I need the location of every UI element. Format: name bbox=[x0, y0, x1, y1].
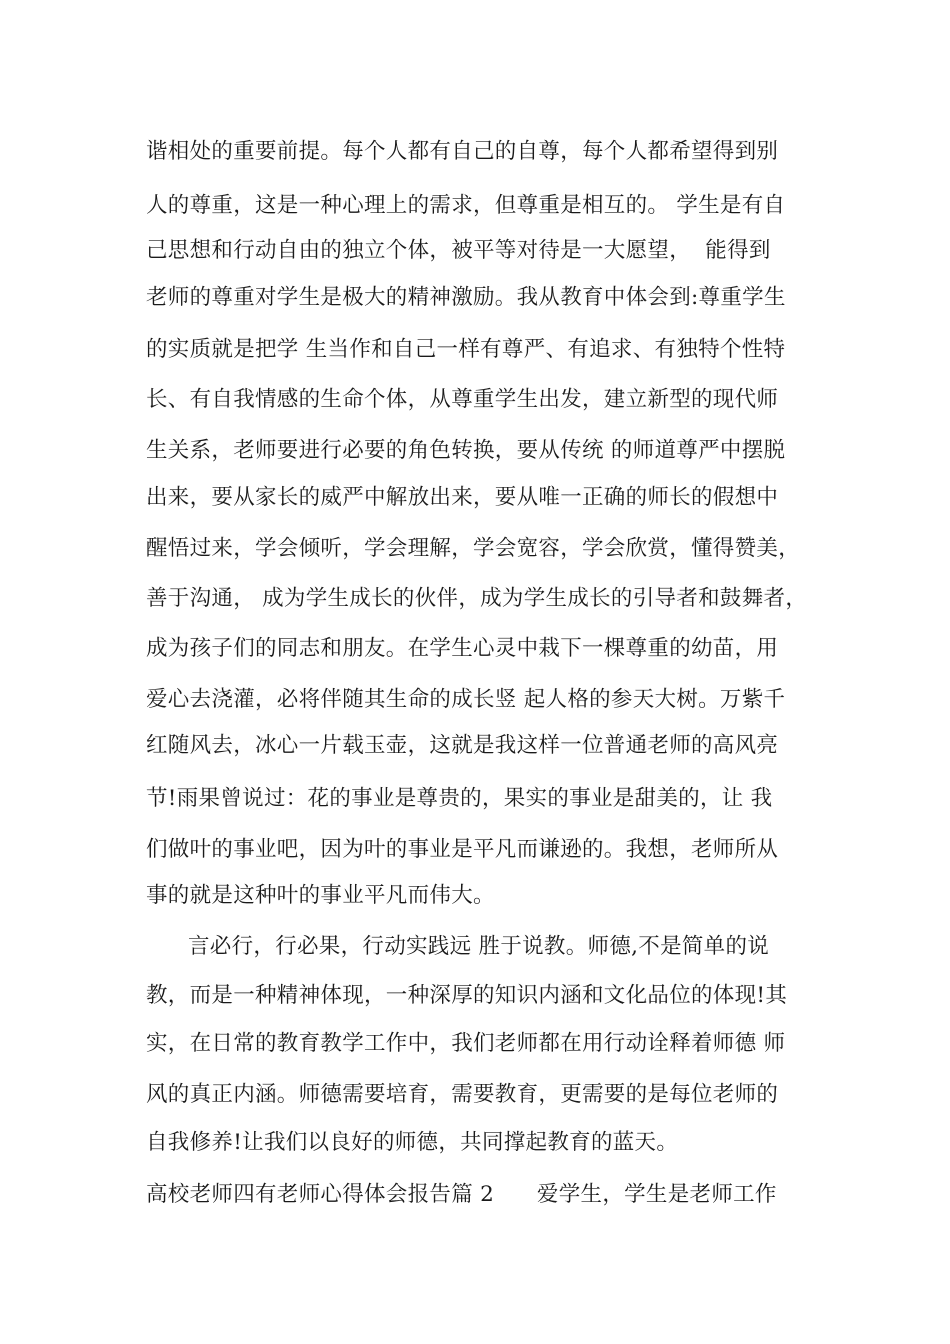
text-line: 风的真正内涵。师德需要培育，需要教育，更需要的是每位老师的 bbox=[146, 1082, 779, 1107]
text-line: 谐相处的重要前提。每个人都有自己的自尊，每个人都希望得到别 bbox=[146, 139, 779, 164]
text-line: 节!雨果曾说过：花的事业是尊贵的，果实的事业是甜美的，让 我 bbox=[146, 786, 773, 811]
section-heading-line: 高校老师四有老师心得体会报告篇 2 爱学生，学生是老师工作 bbox=[146, 1182, 777, 1207]
text-line: 事的就是这种叶的事业平凡而伟大。 bbox=[146, 883, 495, 908]
text-line: 成为孩子们的同志和朋友。在学生心灵中栽下一棵尊重的幼苗，用 bbox=[146, 636, 779, 661]
text-line: 醒悟过来，学会倾听，学会理解，学会宽容，学会欣赏，懂得赞美， bbox=[146, 536, 801, 561]
text-line: 善于沟通， 成为学生成长的伙伴，成为学生成长的引导者和鼓舞者， bbox=[146, 586, 808, 611]
text-line: 红随风去，冰心一片载玉壶，这就是我这样一位普通老师的高风亮 bbox=[146, 733, 779, 758]
text-line: 人的尊重，这是一种心理上的需求，但尊重是相互的。 学生是有自 bbox=[146, 193, 786, 218]
text-line: 自我修养!让我们以良好的师德，共同撑起教育的蓝天。 bbox=[146, 1130, 679, 1155]
text-line: 长、有自我情感的生命个体，从尊重学生出发，建立新型的现代师 bbox=[146, 387, 779, 412]
text-line: 爱心去浇灌，必将伴随其生命的成长竖 起人格的参天大树。万紫千 bbox=[146, 687, 786, 712]
text-line: 出来，要从家长的威严中解放出来，要从唯一正确的师长的假想中 bbox=[146, 485, 779, 510]
text-line: 教，而是一种精神体现，一种深厚的知识内涵和文化品位的体现!其 bbox=[146, 983, 788, 1008]
text-line: 的实质就是把学 生当作和自己一样有尊严、有追求、有独特个性特 bbox=[146, 337, 786, 362]
paragraph-first-line: 言必行，行必果，行动实践远 胜于说教。师德,不是简单的说 bbox=[188, 934, 770, 959]
text-line: 们做叶的事业吧，因为叶的事业是平凡而谦逊的。我想，老师所从 bbox=[146, 837, 779, 862]
text-line: 己思想和行动自由的独立个体，被平等对待是一大愿望， 能得到 bbox=[146, 238, 771, 263]
text-line: 生关系，老师要进行必要的角色转换，要从传统 的师道尊严中摆脱 bbox=[146, 438, 786, 463]
text-line: 实，在日常的教育教学工作中，我们老师都在用行动诠释着师德 师 bbox=[146, 1031, 786, 1056]
text-line: 老师的尊重对学生是极大的精神激励。我从教育中体会到:尊重学生 bbox=[146, 285, 786, 310]
